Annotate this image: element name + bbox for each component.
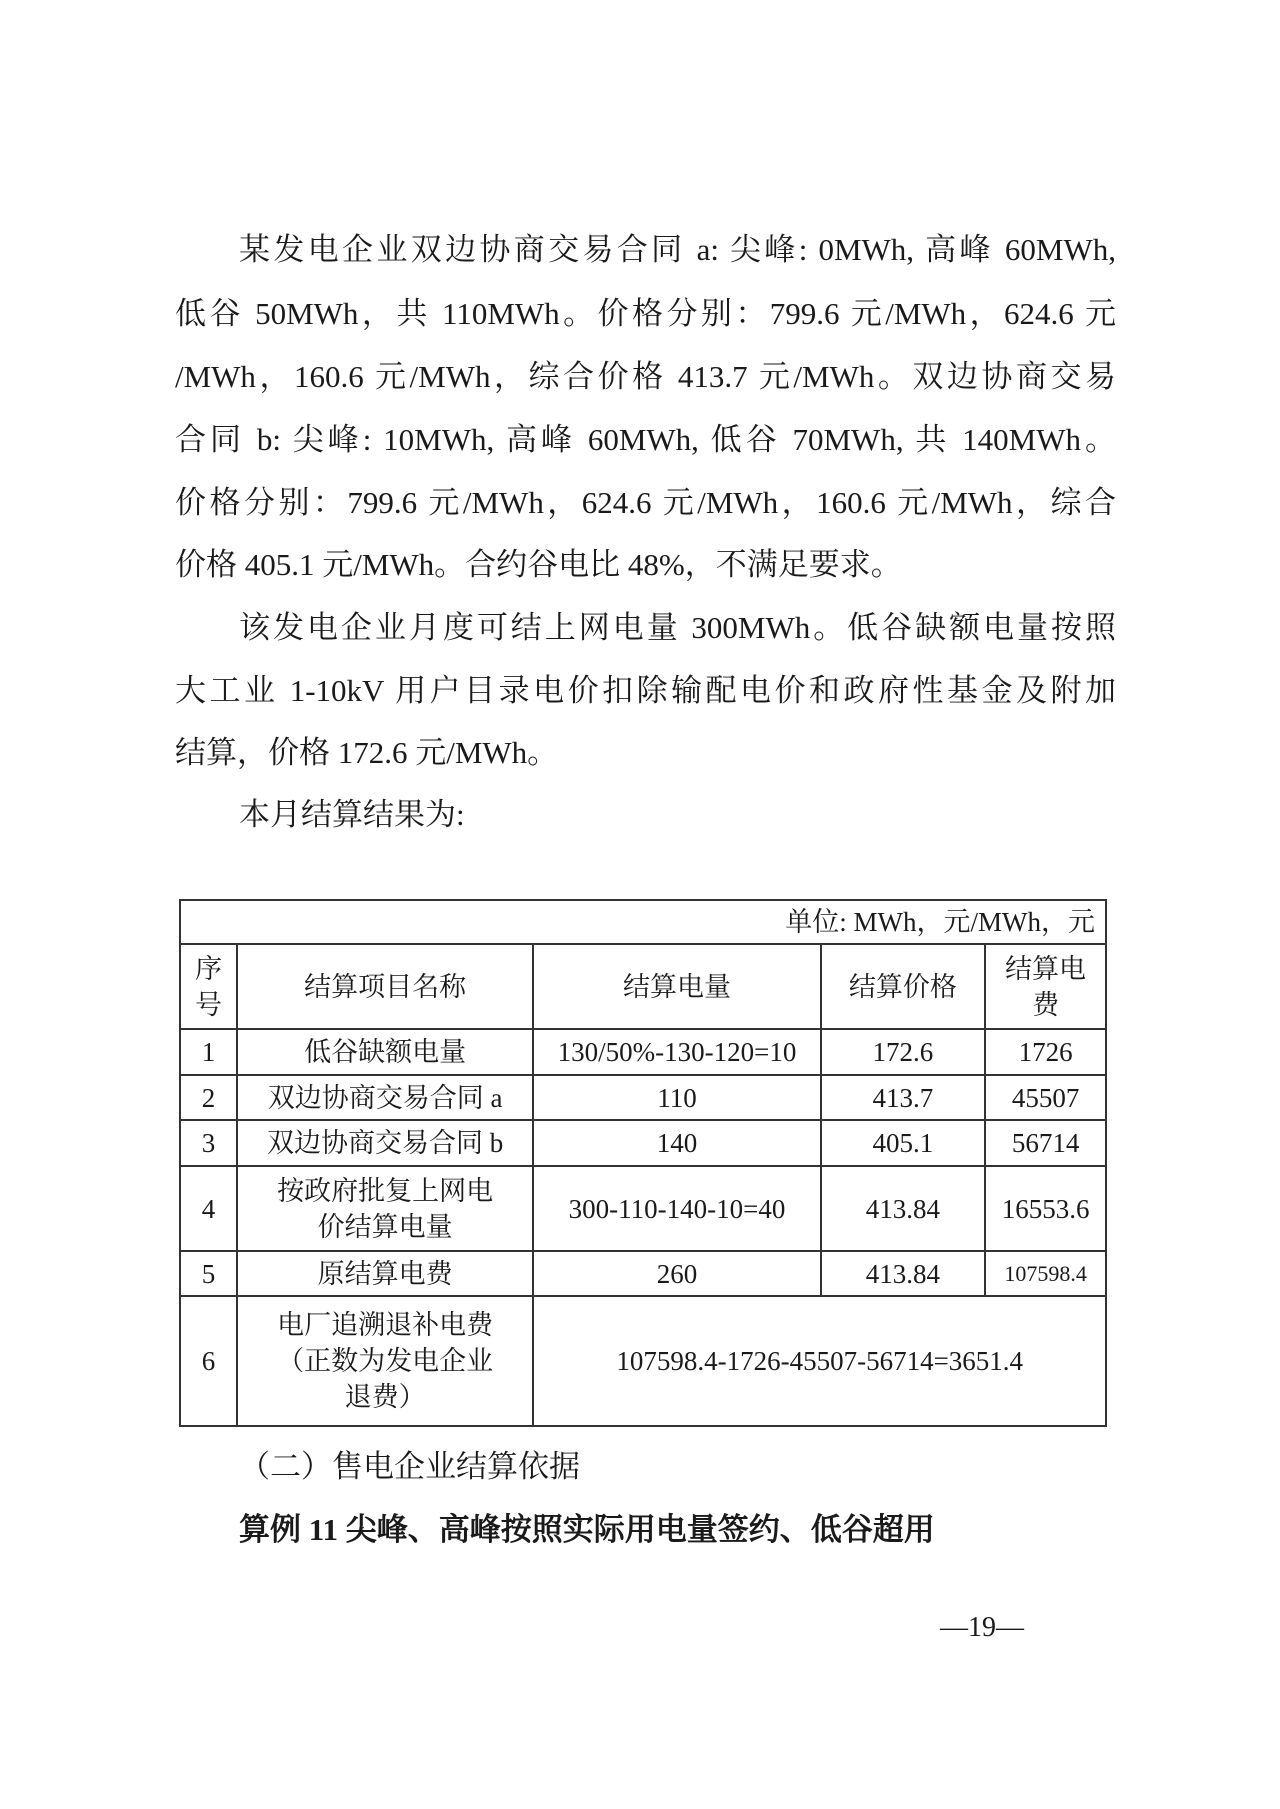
cell: 原结算电费 (237, 1251, 534, 1296)
paragraph-line: /MWh，160.6 元/MWh，综合价格 413.7 元/MWh。双边协商交易 (175, 359, 1116, 394)
cell: 双边协商交易合同 a (237, 1075, 534, 1120)
cell: 413.84 (821, 1166, 985, 1251)
cell: 110 (533, 1075, 820, 1120)
cell: 45507 (985, 1075, 1106, 1120)
paragraph-line: 价格分别：799.6 元/MWh，624.6 元/MWh，160.6 元/MWh，综合 (175, 485, 1116, 520)
header-fee: 结算电费 (985, 944, 1106, 1029)
settlement-table (179, 899, 1107, 1427)
cell: 413.84 (821, 1251, 985, 1296)
section-heading: （二）售电企业结算依据 (239, 1449, 580, 1484)
cell: 6 (180, 1296, 237, 1426)
table-row (180, 1029, 1106, 1075)
cell: 4 (180, 1166, 237, 1251)
paragraph-line: 某发电企业双边协商交易合同 a: 尖峰: 0MWh, 高峰 60MWh, (239, 232, 1116, 267)
cell: 56714 (985, 1120, 1106, 1166)
header-price: 结算价格 (821, 944, 985, 1029)
cell: 低谷缺额电量 (237, 1029, 534, 1075)
cell: 130/50%-130-120=10 (533, 1029, 820, 1075)
cell: 1 (180, 1029, 237, 1075)
cell: 107598.4 (985, 1251, 1106, 1296)
table-row (180, 1296, 1106, 1426)
table-row (180, 1075, 1106, 1120)
cell: 300-110-140-10=40 (533, 1166, 820, 1251)
cell: 双边协商交易合同 b (237, 1120, 534, 1166)
unit-label: 单位: MWh，元/MWh，元 (180, 900, 1106, 944)
paragraph-line: 合同 b: 尖峰: 10MWh, 高峰 60MWh, 低谷 70MWh, 共 140MWh。 (175, 422, 1116, 457)
paragraph-line: 本月结算结果为: (239, 797, 465, 832)
header-name: 结算项目名称 (237, 944, 534, 1029)
header-index: 序号 (180, 944, 237, 1029)
cell: 16553.6 (985, 1166, 1106, 1251)
cell: 1726 (985, 1029, 1106, 1075)
cell: 按政府批复上网电价结算电量 (237, 1166, 534, 1251)
cell: 413.7 (821, 1075, 985, 1120)
cell: 140 (533, 1120, 820, 1166)
paragraph-line: 该发电企业月度可结上网电量 300MWh。低谷缺额电量按照 (239, 610, 1116, 645)
cell: 3 (180, 1120, 237, 1166)
cell: 260 (533, 1251, 820, 1296)
cell: 172.6 (821, 1029, 985, 1075)
header-quantity: 结算电量 (533, 944, 820, 1029)
cell: 405.1 (821, 1120, 985, 1166)
example-heading: 算例 11 尖峰、高峰按照实际用电量签约、低谷超用 (239, 1512, 935, 1547)
paragraph-line: 大工业 1-10kV 用户目录电价扣除输配电价和政府性基金及附加 (175, 673, 1116, 708)
cell: 107598.4-1726-45507-56714=3651.4 (533, 1296, 1106, 1426)
paragraph-line: 低谷 50MWh，共 110MWh。价格分别：799.6 元/MWh，624.6 元 (175, 296, 1116, 331)
cell: 5 (180, 1251, 237, 1296)
table-row (180, 1251, 1106, 1296)
page-number: —19— (940, 1612, 1024, 1643)
cell: 2 (180, 1075, 237, 1120)
table-row (180, 1120, 1106, 1166)
paragraph-line: 价格 405.1 元/MWh。合约谷电比 48%，不满足要求。 (175, 547, 902, 582)
paragraph-line: 结算，价格 172.6 元/MWh。 (175, 735, 559, 770)
cell: 电厂追溯退补电费（正数为发电企业退费） (237, 1296, 534, 1426)
table-row (180, 1166, 1106, 1251)
